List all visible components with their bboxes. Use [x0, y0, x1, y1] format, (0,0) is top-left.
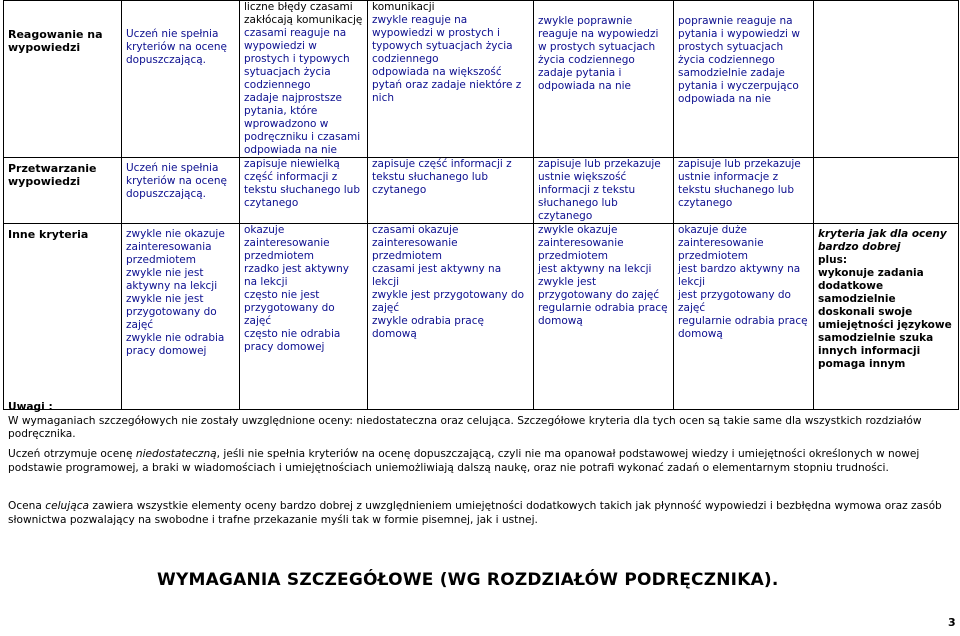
grade-cell: zapisuje niewielką część informacji z tekstu słuchanego lub czytanego — [240, 158, 368, 224]
grade-cell — [814, 158, 959, 224]
notes-section — [8, 401, 953, 442]
table-row — [4, 158, 959, 224]
grade-cell — [814, 1, 959, 158]
grade-cell: Uczeń nie spełnia kryteriów na ocenę dopuszczającą. — [122, 1, 240, 158]
grade-cell: zwykle nie okazuje zainteresowania przedmiotem zwykle nie jest aktywny na lekcji zwykle nie jest przygotowany do zajęć zwykle nie odrabia pracy domowej — [122, 224, 240, 410]
grade-cell: poprawnie reaguje na pytania i wypowiedzi w prostych sytuacjach życia codziennego samodzielnie zadaje pytania i wyczerpująco odpowiada na nie — [674, 1, 814, 158]
grade-cell: czasami okazuje zainteresowanie przedmiotem czasami jest aktywny na lekcji zwykle jest przygotowany do zajęć zwykle odrabia pracę domową — [368, 224, 534, 410]
grade-cell: komunikacji zwykle reaguje na wypowiedzi w prostych i typowych sytuacjach życia codziennego odpowiada na większość pytań oraz zadaje niektóre z nich — [368, 1, 534, 158]
grade-cell: Uczeń nie spełnia kryteriów na ocenę dopuszczającą. — [122, 158, 240, 224]
notes-heading: Uwagi : — [8, 401, 53, 413]
page-number: 3 — [948, 616, 956, 629]
grade-cell: okazuje duże zainteresowanie przedmiotem jest bardzo aktywny na lekcji jest przygotowany do zajęć regularnie odrabia pracę domową — [674, 224, 814, 410]
grade-cell: zwykle poprawnie reaguje na wypowiedzi w prostych sytuacjach życia codziennego zadaje pytania i odpowiada na nie — [534, 1, 674, 158]
row-label: Inne kryteria — [4, 224, 122, 410]
table-row — [4, 1, 959, 158]
grade-cell-celujaca: kryteria jak dla oceny bardzo dobrej plus: wykonuje zadania dodatkowe samodzielnie doskonali swoje umiejętności językowe samodzielnie szuka innych informacji pomaga innym — [814, 224, 959, 410]
grade-cell: zapisuje lub przekazuje ustnie informacje z tekstu słuchanego lub czytanego — [674, 158, 814, 224]
row-label: Przetwarzanie wypowiedzi — [4, 158, 122, 224]
grade-cell: zapisuje lub przekazuje ustnie większość informacji z tekstu słuchanego lub czytanego — [534, 158, 674, 224]
grade-cell: liczne błędy czasami zakłócają komunikację czasami reaguje na wypowiedzi w prostych i typowych sytuacjach życia codziennego zadaje najprostsze pytania, które wprowadzono w podręczniku i czasami odpowiada na nie — [240, 1, 368, 158]
requirements-table — [3, 0, 959, 410]
table-row — [4, 224, 959, 410]
notes-paragraph-niedostateczna: Uczeń otrzymuje ocenę niedostateczną, jeśli nie spełnia kryteriów na ocenę dopuszczającą, czyli nie ma opanował podstawowej wiedzy i umiejętności określonych w nowej podstawie programowej, a braki w wiadomościach i umiejętnościach uniemożliwiają dalszą naukę, oraz nie potrafi wykonać zadań o elementarnym stopniu trudności. — [8, 448, 920, 474]
grade-cell: zapisuje część informacji z tekstu słuchanego lub czytanego — [368, 158, 534, 224]
notes-paragraph-celujaca: Ocena celująca zawiera wszystkie elementy oceny bardzo dobrej z uwzględnieniem umiejętności dodatkowych takich jak płynność wypowiedzi i bezbłędna wymowa oraz zasób słownictwa pozwalający na swobodne i trafne przekazanie myśli tak w formie pisemnej, jak i ustnej. — [8, 500, 942, 526]
grade-cell: zwykle okazuje zainteresowanie przedmiotem jest aktywny na lekcji zwykle jest przygotowany do zajęć regularnie odrabia pracę domową — [534, 224, 674, 410]
section-title: WYMAGANIA SZCZEGÓŁOWE (WG ROZDZIAŁÓW PODRĘCZNIKA). — [157, 570, 779, 590]
grade-cell: okazuje zainteresowanie przedmiotem rzadko jest aktywny na lekcji często nie jest przygotowany do zajęć często nie odrabia pracy domowej — [240, 224, 368, 410]
notes-line1: W wymaganiach szczegółowych nie zostały uwzględnione oceny: niedostateczna oraz celująca. Szczegółowe kryteria dla tych ocen są takie same dla wszystkich rozdziałów podręcznika. — [8, 414, 922, 440]
row-label: Reagowanie na wypowiedzi — [4, 1, 122, 158]
